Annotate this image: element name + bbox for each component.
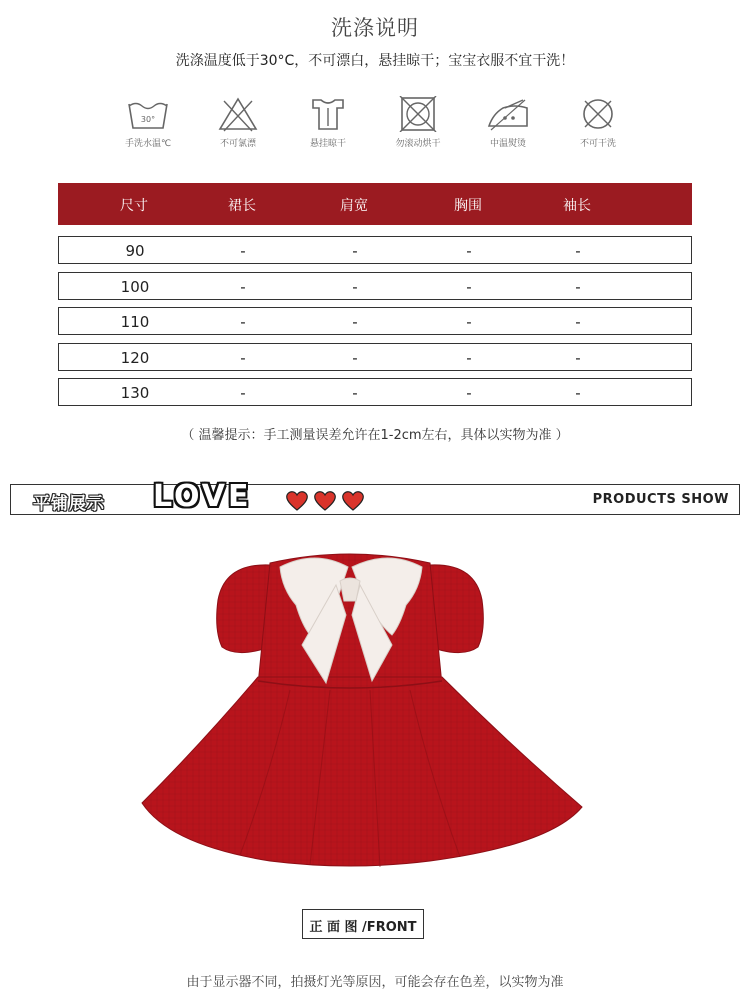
cell-shoulder: -	[352, 278, 358, 296]
care-item-hand-wash	[108, 96, 188, 149]
cell-dress-length: -	[240, 242, 246, 260]
cell-chest: -	[466, 242, 472, 260]
wash-instructions: 洗涤温度低于30°C，不可漂白，悬挂晾干；宝宝衣服不宜干洗！	[175, 53, 575, 69]
header-chest: 胸围	[454, 198, 482, 214]
cell-dress-length: -	[240, 278, 246, 296]
hang-dry-icon	[305, 96, 351, 132]
header-size: 尺寸	[120, 198, 148, 214]
table-row	[58, 272, 692, 300]
cell-dress-length: -	[240, 384, 246, 402]
table-row	[58, 378, 692, 406]
banner-en-title: PRODUCTS SHOW	[592, 492, 729, 507]
cell-sleeve: -	[575, 349, 581, 367]
cell-chest: -	[466, 384, 472, 402]
cell-shoulder: -	[352, 313, 358, 331]
cell-shoulder: -	[352, 384, 358, 402]
care-label: 勿滚动烘干	[395, 139, 441, 149]
hearts-icon	[285, 490, 369, 512]
cell-chest: -	[466, 313, 472, 331]
iron-medium-icon	[485, 96, 531, 132]
care-label: 悬挂晾干	[309, 139, 346, 149]
table-row	[58, 307, 692, 335]
care-label: 中温熨烫	[489, 139, 526, 149]
no-tumble-dry-icon	[395, 96, 441, 132]
care-item-no-tumble-dry	[378, 96, 458, 149]
svg-text:30°: 30°	[140, 115, 156, 124]
banner-love-text: LOVE	[153, 479, 252, 514]
cell-shoulder: -	[352, 349, 358, 367]
care-label: 不可氯漂	[219, 139, 256, 149]
header-shoulder: 肩宽	[340, 198, 368, 214]
cell-shoulder: -	[352, 242, 358, 260]
cell-sleeve: -	[575, 384, 581, 402]
care-item-iron-medium	[468, 96, 548, 149]
measurement-note: （ 温馨提示：手工测量误差允许在1-2cm左右，具体以实物为准 ）	[181, 428, 569, 443]
hand-wash-icon	[125, 96, 171, 132]
cell-size: 90	[125, 242, 145, 260]
care-label: 不可干洗	[579, 139, 616, 149]
no-dry-clean-icon	[575, 96, 621, 132]
cell-sleeve: -	[575, 278, 581, 296]
cell-size: 120	[120, 349, 150, 367]
table-row	[58, 236, 692, 264]
cell-dress-length: -	[240, 349, 246, 367]
cell-sleeve: -	[575, 313, 581, 331]
care-label: 手洗水温℃	[124, 139, 172, 149]
cell-chest: -	[466, 349, 472, 367]
color-disclaimer: 由于显示器不同，拍摄灯光等原因，可能会存在色差，以实物为准	[186, 975, 564, 990]
header-sleeve: 袖长	[563, 198, 591, 214]
cell-chest: -	[466, 278, 472, 296]
no-bleach-icon	[215, 96, 261, 132]
care-item-no-dry-clean	[558, 96, 638, 149]
cell-size: 110	[120, 313, 150, 331]
page-title: 洗涤说明	[331, 16, 419, 40]
products-show-banner	[10, 479, 740, 515]
care-item-no-bleach	[198, 96, 278, 149]
cell-size: 100	[120, 278, 150, 296]
header-dress-length: 裙长	[228, 198, 256, 214]
size-table-header	[58, 183, 692, 225]
cell-sleeve: -	[575, 242, 581, 260]
care-icons-row	[108, 96, 628, 158]
red-dress-image	[130, 545, 610, 885]
care-item-hang-dry	[288, 96, 368, 149]
cell-dress-length: -	[240, 313, 246, 331]
front-view-label: 正 面 图 /FRONT	[302, 909, 424, 939]
table-row	[58, 343, 692, 371]
cell-size: 130	[120, 384, 150, 402]
banner-cn-title: 平铺展示	[33, 494, 105, 514]
